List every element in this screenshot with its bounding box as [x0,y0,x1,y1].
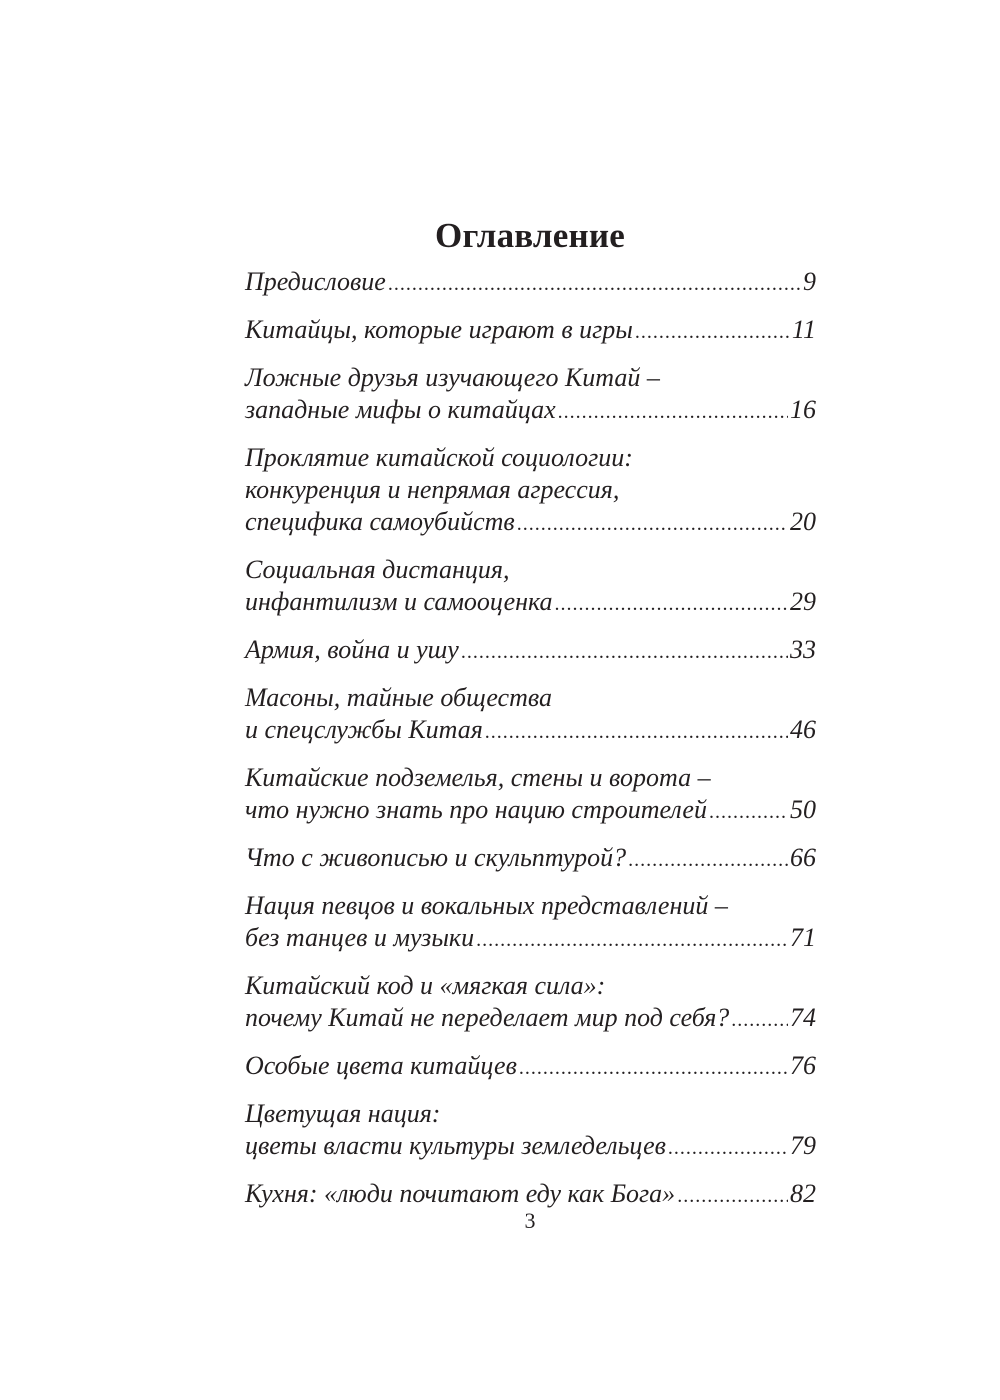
toc-entry[interactable] [245,970,816,1036]
toc-entry-page-number: 74 [790,1003,816,1032]
toc-entry-page-number: 9 [803,267,816,296]
toc-entry[interactable] [245,1050,816,1084]
toc-entry[interactable] [245,762,816,828]
toc-entry[interactable] [245,442,816,540]
toc-entry-title-line: Что с живописью и скульптурой? [245,843,627,872]
toc-leader-dots [485,716,788,748]
toc-leader-dots [709,796,788,828]
toc-entry-title-line: инфантилизм и самооценка [245,587,553,616]
toc-entry-title-line: почему Китай не переделает мир под себя? [245,1003,730,1032]
toc-entry[interactable] [245,362,816,428]
toc-entry-last-line [245,394,816,428]
toc-entry[interactable] [245,682,816,748]
toc-entry-page-number: 11 [791,315,816,344]
toc-entry[interactable] [245,842,816,876]
toc-entry-page-number: 20 [790,507,816,536]
toc-entry-page-number: 46 [790,715,816,744]
toc-entry-page-number: 33 [790,635,816,664]
toc-entry-last-line [245,586,816,620]
toc-entry-last-line [245,634,816,668]
toc-leader-dots [555,588,788,620]
toc-entry-title-line: Китайцы, которые играют в игры [245,315,633,344]
toc-entry-last-line [245,1002,816,1036]
toc-entry-page-number: 71 [790,923,816,952]
toc-entry-last-line [245,842,816,876]
toc-entry-title-line: без танцев и музыки [245,923,475,952]
page-number: 3 [524,1208,536,1233]
toc-entry-page-number: 16 [790,395,816,424]
toc-entry-last-line [245,506,816,540]
toc-entry-title-line: Нация певцов и вокальных представлений – [245,891,728,920]
toc-entry-page-number: 76 [790,1051,816,1080]
toc-leader-dots [461,636,788,668]
toc-entry-last-line [245,266,816,300]
table-of-contents [245,266,816,1226]
toc-entry[interactable] [245,266,816,300]
toc-entry-title-line: Цветущая нация: [245,1099,441,1128]
toc-entry-title-line: цветы власти культуры земледельцев [245,1131,666,1160]
toc-leader-dots [388,268,801,300]
toc-entry[interactable] [245,890,816,956]
toc-entry[interactable] [245,634,816,668]
toc-entry-title-line: Армия, война и ушу [245,635,459,664]
toc-entry-title-line: Проклятие китайской социологии: [245,443,633,472]
toc-leader-dots [558,396,788,428]
toc-entry-page-number: 66 [790,843,816,872]
toc-leader-dots [476,924,788,956]
toc-entry[interactable] [245,1098,816,1164]
toc-leader-dots [635,316,790,348]
toc-entry-last-line [245,1050,816,1084]
toc-entry-title-line: что нужно знать про нацию строителей [245,795,707,824]
toc-entry-title-line: специфика самоубийств [245,507,515,536]
toc-entry-last-line [245,314,816,348]
toc-entry-last-line [245,922,816,956]
toc-leader-dots [519,1052,788,1084]
toc-leader-dots [731,1004,788,1036]
toc-entry[interactable] [245,314,816,348]
toc-entry-title-line: Ложные друзья изучающего Китай – [245,363,660,392]
toc-leader-dots [628,844,788,876]
page-title: Оглавление [435,216,625,255]
toc-entry-title-line: Особые цвета китайцев [245,1051,517,1080]
toc-entry-title-line: Китайские подземелья, стены и ворота – [245,763,711,792]
toc-entry-page-number: 79 [790,1131,816,1160]
toc-entry-last-line [245,1130,816,1164]
toc-entry-last-line [245,714,816,748]
toc-entry-title-line: западные мифы о китайцах [245,395,556,424]
toc-entry-last-line [245,794,816,828]
toc-entry-title-line: Масоны, тайные общества [245,683,552,712]
toc-entry[interactable] [245,554,816,620]
toc-leader-dots [517,508,788,540]
toc-entry-page-number: 29 [790,587,816,616]
toc-entry-page-number: 50 [790,795,816,824]
toc-entry-title-line: Социальная дистанция, [245,555,510,584]
toc-entry-page-number: 82 [790,1179,816,1208]
toc-entry-title-line: Предисловие [245,267,386,296]
toc-leader-dots [668,1132,788,1164]
toc-entry-title-line: конкуренция и непрямая агрессия, [245,475,620,504]
toc-entry-title-line: Китайский код и «мягкая сила»: [245,971,606,1000]
toc-entry-title-line: Кухня: «люди почитают еду как Бога» [245,1179,676,1208]
toc-entry-title-line: и спецслужбы Китая [245,715,483,744]
